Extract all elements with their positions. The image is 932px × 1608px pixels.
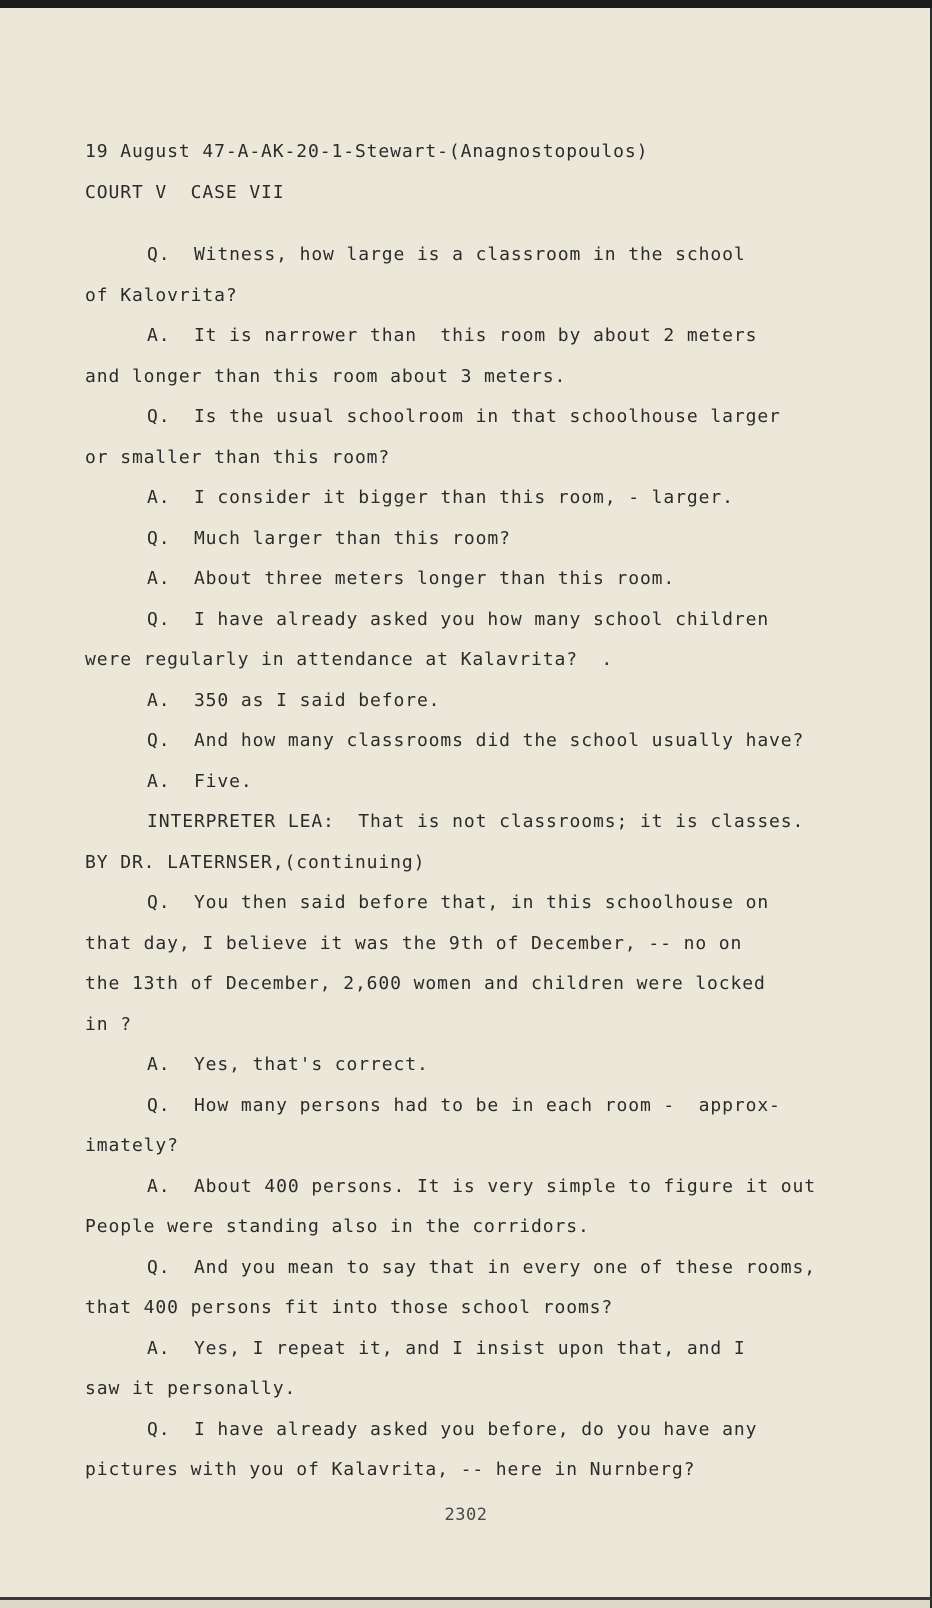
transcript-line: Q. I have already asked you how many school children bbox=[147, 608, 770, 630]
transcript-line: People were standing also in the corridors. bbox=[85, 1216, 590, 1237]
transcript-line: pictures with you of Kalavrita, -- here in Nurnberg? bbox=[85, 1459, 696, 1480]
header-reference: 19 August 47-A-AK-20-1-Stewart-(Anagnostopoulos) bbox=[85, 141, 649, 162]
transcript-line: A. I consider it bigger than this room, - larger. bbox=[147, 487, 734, 508]
transcript-line: that 400 persons fit into those school rooms? bbox=[85, 1297, 614, 1318]
transcript-line: that day, I believe it was the 9th of December, -- no on bbox=[85, 932, 743, 954]
transcript-line: Q. You then said before that, in this schoolhouse on bbox=[147, 892, 770, 913]
transcript-line: of Kalovrita? bbox=[85, 284, 238, 306]
transcript-line: A. About three meters longer than this room. bbox=[147, 568, 676, 589]
transcript-line: Q. Is the usual schoolroom in that schoolhouse larger bbox=[147, 406, 781, 427]
transcript-line: A. Yes, I repeat it, and I insist upon that, and I bbox=[147, 1337, 746, 1359]
transcript-line: Q. Much larger than this room? bbox=[147, 527, 511, 549]
transcript-line: Q. Witness, how large is a classroom in the school bbox=[147, 244, 746, 265]
transcript-line: A. Yes, that's correct. bbox=[147, 1054, 429, 1075]
header-court-case: COURT V CASE VII bbox=[85, 181, 285, 203]
transcript-line: Q. And you mean to say that in every one of these rooms, bbox=[147, 1256, 817, 1278]
transcript-line: A. About 400 persons. It is very simple to figure it out bbox=[147, 1175, 817, 1197]
transcript-line: saw it personally. bbox=[85, 1378, 297, 1399]
transcript-line: the 13th of December, 2,600 women and children were locked bbox=[85, 973, 766, 994]
transcript-line: Q. I have already asked you before, do you have any bbox=[147, 1418, 758, 1440]
transcript-line: A. Five. bbox=[147, 770, 253, 792]
transcript-line: and longer than this room about 3 meters. bbox=[85, 365, 567, 387]
transcript-line: Q. And how many classrooms did the school usually have? bbox=[147, 730, 805, 751]
transcript-line: A. It is narrower than this room by about 2 meters bbox=[147, 325, 758, 346]
transcript-line: A. 350 as I said before. bbox=[147, 689, 441, 711]
page-number: 2302 bbox=[444, 1505, 488, 1525]
transcript-line: Q. How many persons had to be in each room - approx- bbox=[147, 1094, 781, 1116]
transcript-line: BY DR. LATERNSER,(continuing) bbox=[85, 851, 426, 873]
transcript-line: or smaller than this room? bbox=[85, 446, 391, 468]
transcript-line: in ? bbox=[85, 1013, 132, 1035]
transcript-line: imately? bbox=[85, 1135, 179, 1156]
transcript-line: were regularly in attendance at Kalavrita? . bbox=[85, 649, 614, 670]
transcript-line: INTERPRETER LEA: That is not classrooms; it is classes. bbox=[147, 811, 805, 832]
transcript-body bbox=[85, 132, 885, 1491]
